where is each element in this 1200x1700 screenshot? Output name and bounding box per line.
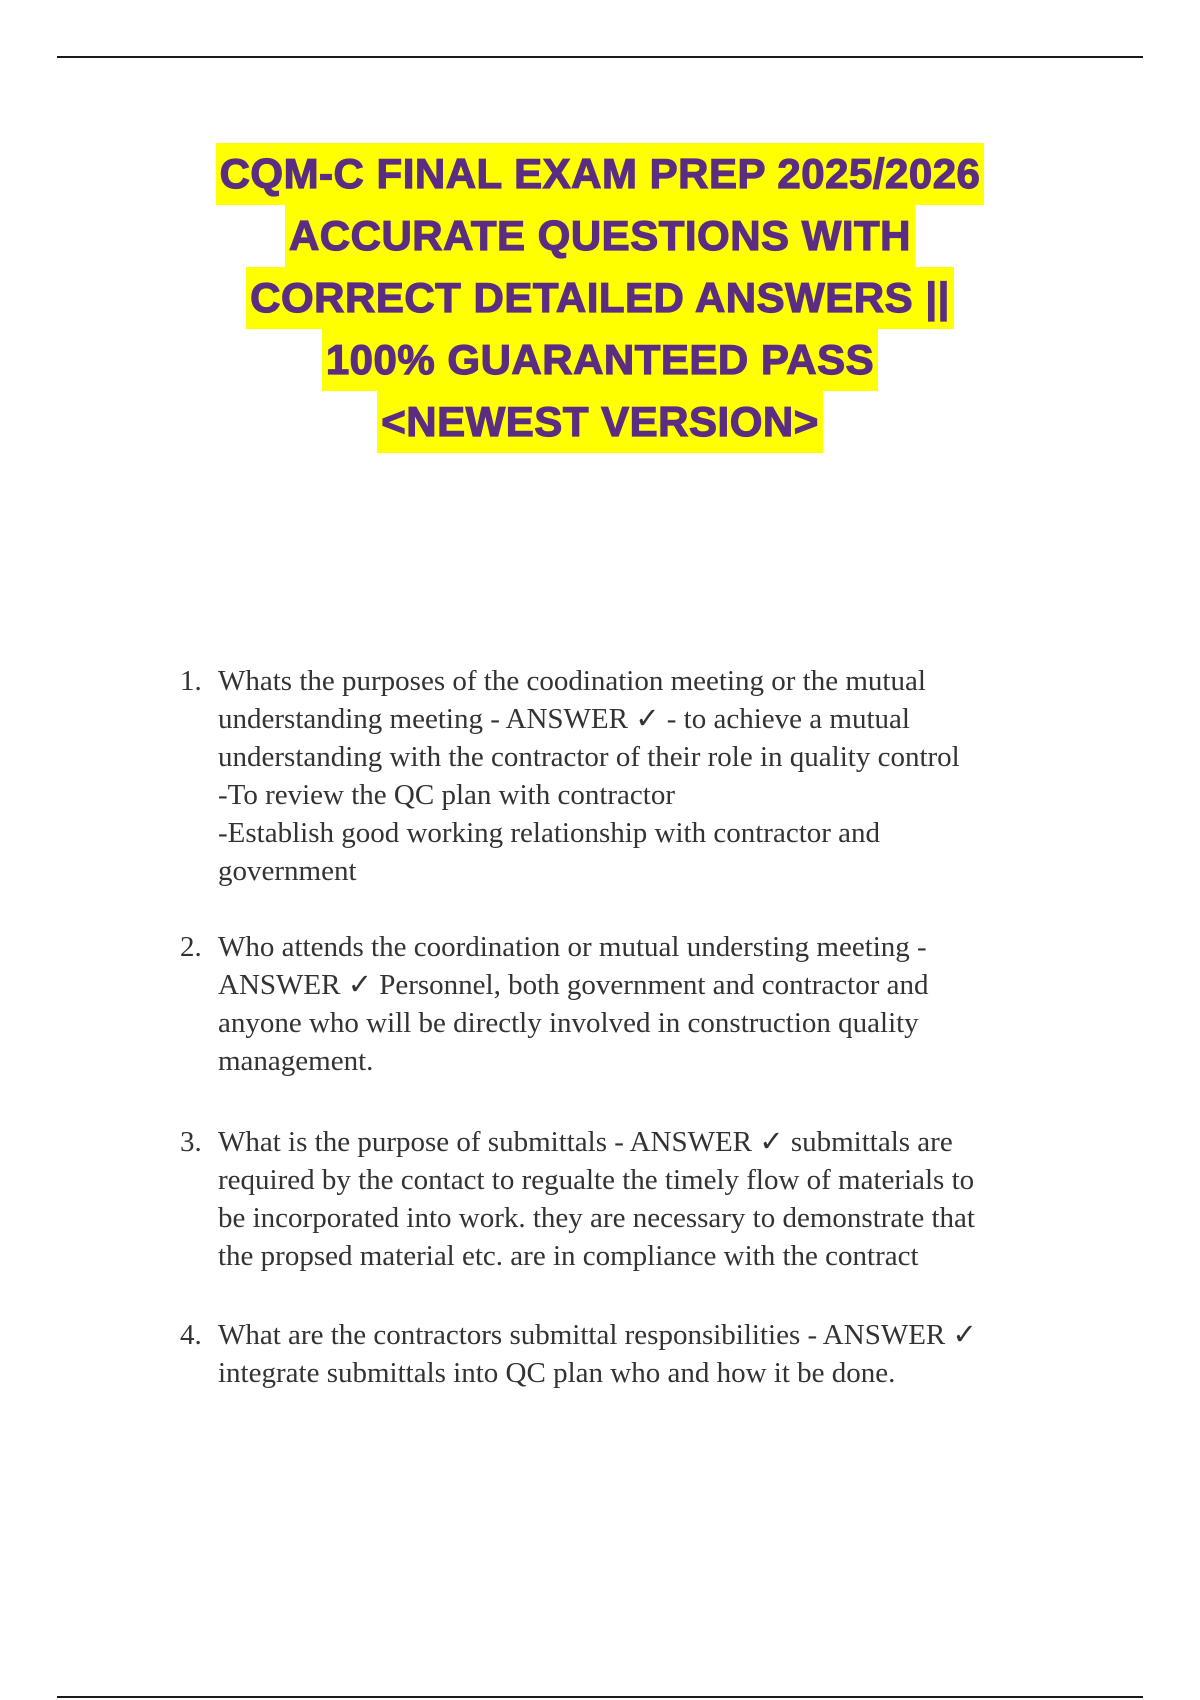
question-text: Who attends the coordination or mutual understing meeting - ANSWER ✓ Personnel, both government and contractor and anyone who will be directly involved in construction quality management. (218, 931, 929, 1077)
question-text: What are the contractors submittal responsibilities - ANSWER ✓ integrate submittals into QC plan who and how it be done. (218, 1319, 977, 1389)
title-line: 100% GUARANTEED PASS (0, 329, 1200, 391)
question-number: 3. (180, 1126, 202, 1158)
question-text: Whats the purposes of the coodination meeting or the mutual understanding meeting - ANSWER ✓ - to achieve a mutual understanding with the contractor of their role in quality control -To review the QC plan with contractor -Establish good working relationship with contractor and government (218, 665, 960, 887)
question-number: 1. (180, 665, 202, 697)
title-line: <NEWEST VERSION> (0, 391, 1200, 453)
bottom-rule (57, 1696, 1143, 1698)
question-text: What is the purpose of submittals - ANSWER ✓ submittals are required by the contact to regualte the timely flow of materials to be incorporated into work. they are necessary to demonstrate that the propsed material etc. are in compliance with the contract (218, 1126, 975, 1272)
title-line: ACCURATE QUESTIONS WITH (0, 205, 1200, 267)
question-number: 4. (180, 1319, 202, 1351)
top-rule (57, 56, 1143, 58)
document-title (0, 143, 1200, 453)
title-line: CORRECT DETAILED ANSWERS || (0, 267, 1200, 329)
title-line: CQM-C FINAL EXAM PREP 2025/2026 (0, 143, 1200, 205)
question-number: 2. (180, 931, 202, 963)
